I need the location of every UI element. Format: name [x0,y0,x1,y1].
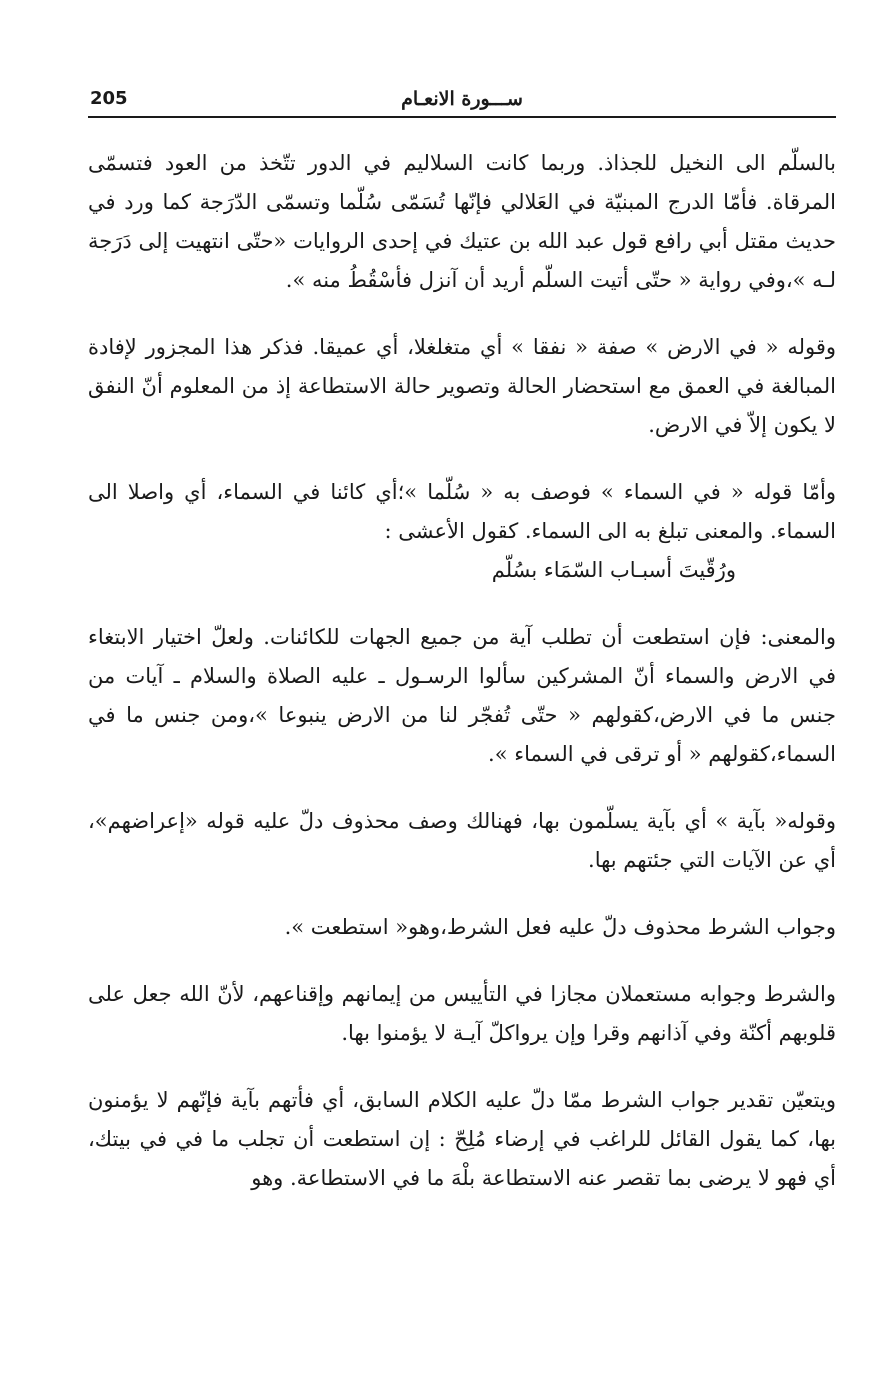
paragraph-with-a-sign: وقوله« بآية » أي بآية يسلّمون بها، فهنالك وصف محذوف دلّ عليه قوله «إعراضهم»، أي عن الآيات التي جئتهم بها. [88,809,836,872]
paragraph-in-the-sky: وأمّا قوله « في السماء » فوصف به « سُلّما »؛أي كائنا في السماء، أي واصلا الى السماء. والمعنى تبلغ به الى السماء. كقول الأعشى : [88,480,836,543]
body-text [88,144,836,1226]
page-number: 205 [90,88,128,109]
paragraph-condition-answer: وجواب الشرط محذوف دلّ عليه فعل الشرط،وهو« استطعت ». [284,915,836,939]
paragraph-condition-figurative: والشرط وجوابه مستعملان مجازا في التأييس من إيمانهم وإقناعهم، لأنّ الله جعل على قلوبهم أكنّة وفي آذانهم وقرا وإن يرواكلّ آيـة لا يؤمنوا بها. [88,982,836,1045]
paragraph-in-the-earth: وقوله « في الارض » صفة « نفقا » أي متغلغلا، أي عميقا. فذكر هذا المجزور لإفادة المبالغة في العمق مع استحضار الحالة وتصوير حالة الاستطاعة إذ من المعلوم أنّ النفق لا يكون إلاّ في الارض. [88,335,836,437]
page-header [88,86,836,118]
paragraph-estimating-answer: ويتعيّن تقدير جواب الشرط ممّا دلّ عليه الكلام السابق، أي فأتهم بآية فإنّهم لا يؤمنون بها، كما يقول القائل للراغب في إرضاء مُلِحّ : إن استطعت أن تجلب ما في في بيتك، أي فهو لا يرضى بما تقصر عنه الاستطاعة بلْهَ ما في الاستطاعة. وهو [88,1088,836,1190]
poetry-verse: ورُقّيتَ أسبـاب السّمَاء بسُلّم [491,558,736,582]
paragraph-meaning: والمعنى: فإن استطعت أن تطلب آية من جميع الجهات للكائنات. ولعلّ اختيار الابتغاء في الارض والسماء أنّ المشركين سألوا الرسـول ـ عليه الصلاة والسلام ـ آيات من جنس ما في الارض،كقولهم « حتّى تُفجّر لنا من الارض ينبوعا »،ومن جنس ما في السماء،كقولهم « أو ترقى في السماء ». [88,625,836,766]
running-head: ســـورة الانعـام [401,88,523,110]
paragraph-ladder-definition: بالسلّم الى النخيل للجذاذ. وربما كانت السلاليم في الدور تتّخذ من العود فتسمّى المرقاة. فأمّا الدرج المبنيّة في العَلالي فإنّها تُسَمّى سُلّما وتسمّى الدّرَجة كما ورد في حديث مقتل أبي رافع قول عبد الله بن عتيك في إحدى الروايات «حتّى انتهيت إلى دَرَجة لـه »،وفي رواية « حتّى أتيت السلّم أريد أن آنزل فأسْقُطُ منه ». [88,151,836,292]
